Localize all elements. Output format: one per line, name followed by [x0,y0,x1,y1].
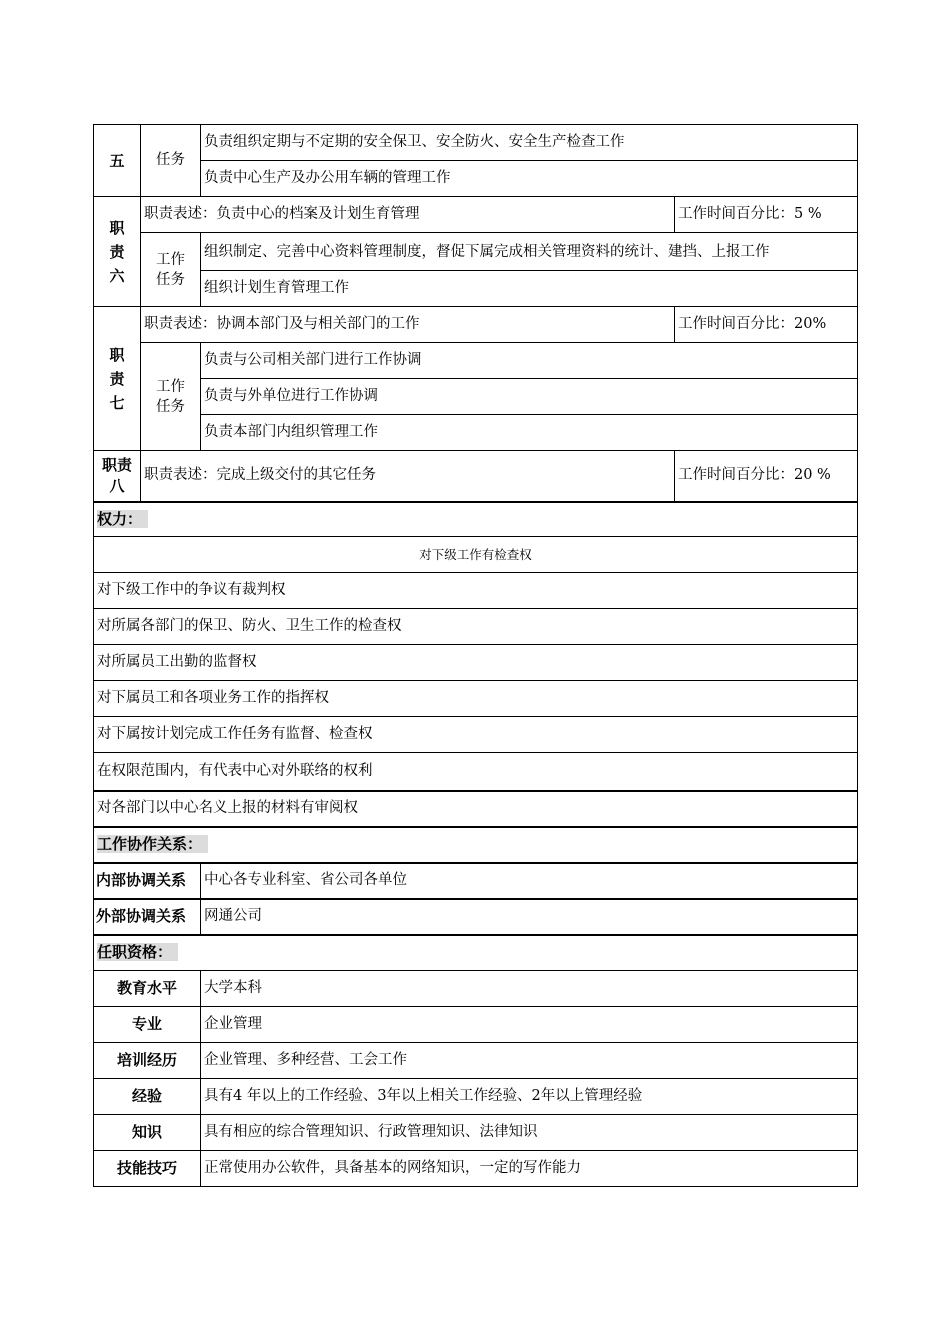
duty-seven-task-3: 负责本部门内组织管理工作 [201,415,858,451]
duty-seven-task-row [94,379,858,415]
authority-item-7: 在权限范围内，有代表中心对外联络的权利 [94,753,858,791]
internal-coordination-value: 中心各专业科室、省公司各单位 [201,863,858,899]
job-description-table [93,124,858,1187]
authority-row [94,609,858,645]
qualification-education-value: 大学本科 [201,971,858,1007]
qualification-education-label: 教育水平 [94,971,201,1007]
qualification-row [94,1079,858,1115]
qualification-experience-label: 经验 [94,1079,201,1115]
authority-row [94,681,858,717]
duty-seven-task-2: 负责与外单位进行工作协调 [201,379,858,415]
qualification-row [94,971,858,1007]
external-coordination-value: 网通公司 [201,899,858,935]
duty-five-task-2: 负责中心生产及办公用车辆的管理工作 [201,161,858,197]
collaboration-heading-row [94,827,858,863]
duty-five-task-1: 负责组织定期与不定期的安全保卫、安全防火、安全生产检查工作 [201,125,858,161]
internal-coordination-row [94,863,858,899]
qualification-experience-value: 具有4 年以上的工作经验、3年以上相关工作经验、2年以上管理经验 [201,1079,858,1115]
duty-six-task-2: 组织计划生育管理工作 [201,271,858,307]
duty-seven-task-label: 工作 任务 [141,343,201,451]
authority-row [94,717,858,753]
qualification-skills-value: 正常使用办公软件，具备基本的网络知识，一定的写作能力 [201,1151,858,1187]
duty-six-task-row [94,233,858,271]
duty-seven-description-row [94,307,858,343]
qualification-major-value: 企业管理 [201,1007,858,1043]
duty-five-task-row [94,125,858,161]
qualification-training-value: 企业管理、多种经营、工会工作 [201,1043,858,1079]
qualification-knowledge-value: 具有相应的综合管理知识、行政管理知识、法律知识 [201,1115,858,1151]
authority-item-4: 对所属员工出勤的监督权 [94,645,858,681]
duty-eight-time-percentage: 工作时间百分比：20 % [675,451,858,502]
qualification-skills-label: 技能技巧 [94,1151,201,1187]
duty-six-time-percentage: 工作时间百分比：5 % [675,197,858,233]
authority-heading: 权力： [94,502,858,537]
duty-six-task-row [94,271,858,307]
authority-item-6: 对下属按计划完成工作任务有监督、检查权 [94,717,858,753]
duty-seven-task-row [94,343,858,379]
duty-seven-task-1: 负责与公司相关部门进行工作协调 [201,343,858,379]
authority-row [94,645,858,681]
duty-eight-row [94,451,858,502]
duty-six-task-1: 组织制定、完善中心资料管理制度，督促下属完成相关管理资料的统计、建挡、上报工作 [201,233,858,271]
qualification-row [94,1115,858,1151]
authority-item-8: 对各部门以中心名义上报的材料有审阅权 [94,791,858,827]
qualification-training-label: 培训经历 [94,1043,201,1079]
internal-coordination-label: 内部协调关系 [94,863,201,899]
duty-seven-label: 职 责 七 [94,307,141,451]
authority-item-1: 对下级工作有检查权 [94,537,858,573]
authority-item-3: 对所属各部门的保卫、防火、卫生工作的检查权 [94,609,858,645]
authority-heading-row [94,502,858,537]
external-coordination-row [94,899,858,935]
qualifications-heading: 任职资格： [94,935,858,971]
authority-item-5: 对下属员工和各项业务工作的指挥权 [94,681,858,717]
qualification-major-label: 专业 [94,1007,201,1043]
qualification-row [94,1151,858,1187]
authority-row [94,791,858,827]
authority-row [94,537,858,573]
duty-five-task-row [94,161,858,197]
authority-row [94,573,858,609]
duty-six-description: 职责表述：负责中心的档案及计划生育管理 [141,197,675,233]
duty-six-description-row [94,197,858,233]
authority-row [94,753,858,791]
job-description-sheet [93,124,857,1187]
duty-eight-label: 职责 八 [94,451,141,502]
duty-six-task-label: 工作 任务 [141,233,201,307]
qualification-knowledge-label: 知识 [94,1115,201,1151]
qualification-row [94,1007,858,1043]
qualification-row [94,1043,858,1079]
collaboration-heading: 工作协作关系： [94,827,858,863]
duty-five-task-label: 任务 [141,125,201,197]
duty-five-label: 五 [94,125,141,197]
duty-seven-task-row [94,415,858,451]
duty-seven-description: 职责表述：协调本部门及与相关部门的工作 [141,307,675,343]
duty-seven-time-percentage: 工作时间百分比：20% [675,307,858,343]
duty-eight-description: 职责表述：完成上级交付的其它任务 [141,451,675,502]
qualifications-heading-row [94,935,858,971]
external-coordination-label: 外部协调关系 [94,899,201,935]
duty-six-label: 职 责 六 [94,197,141,307]
authority-item-2: 对下级工作中的争议有裁判权 [94,573,858,609]
